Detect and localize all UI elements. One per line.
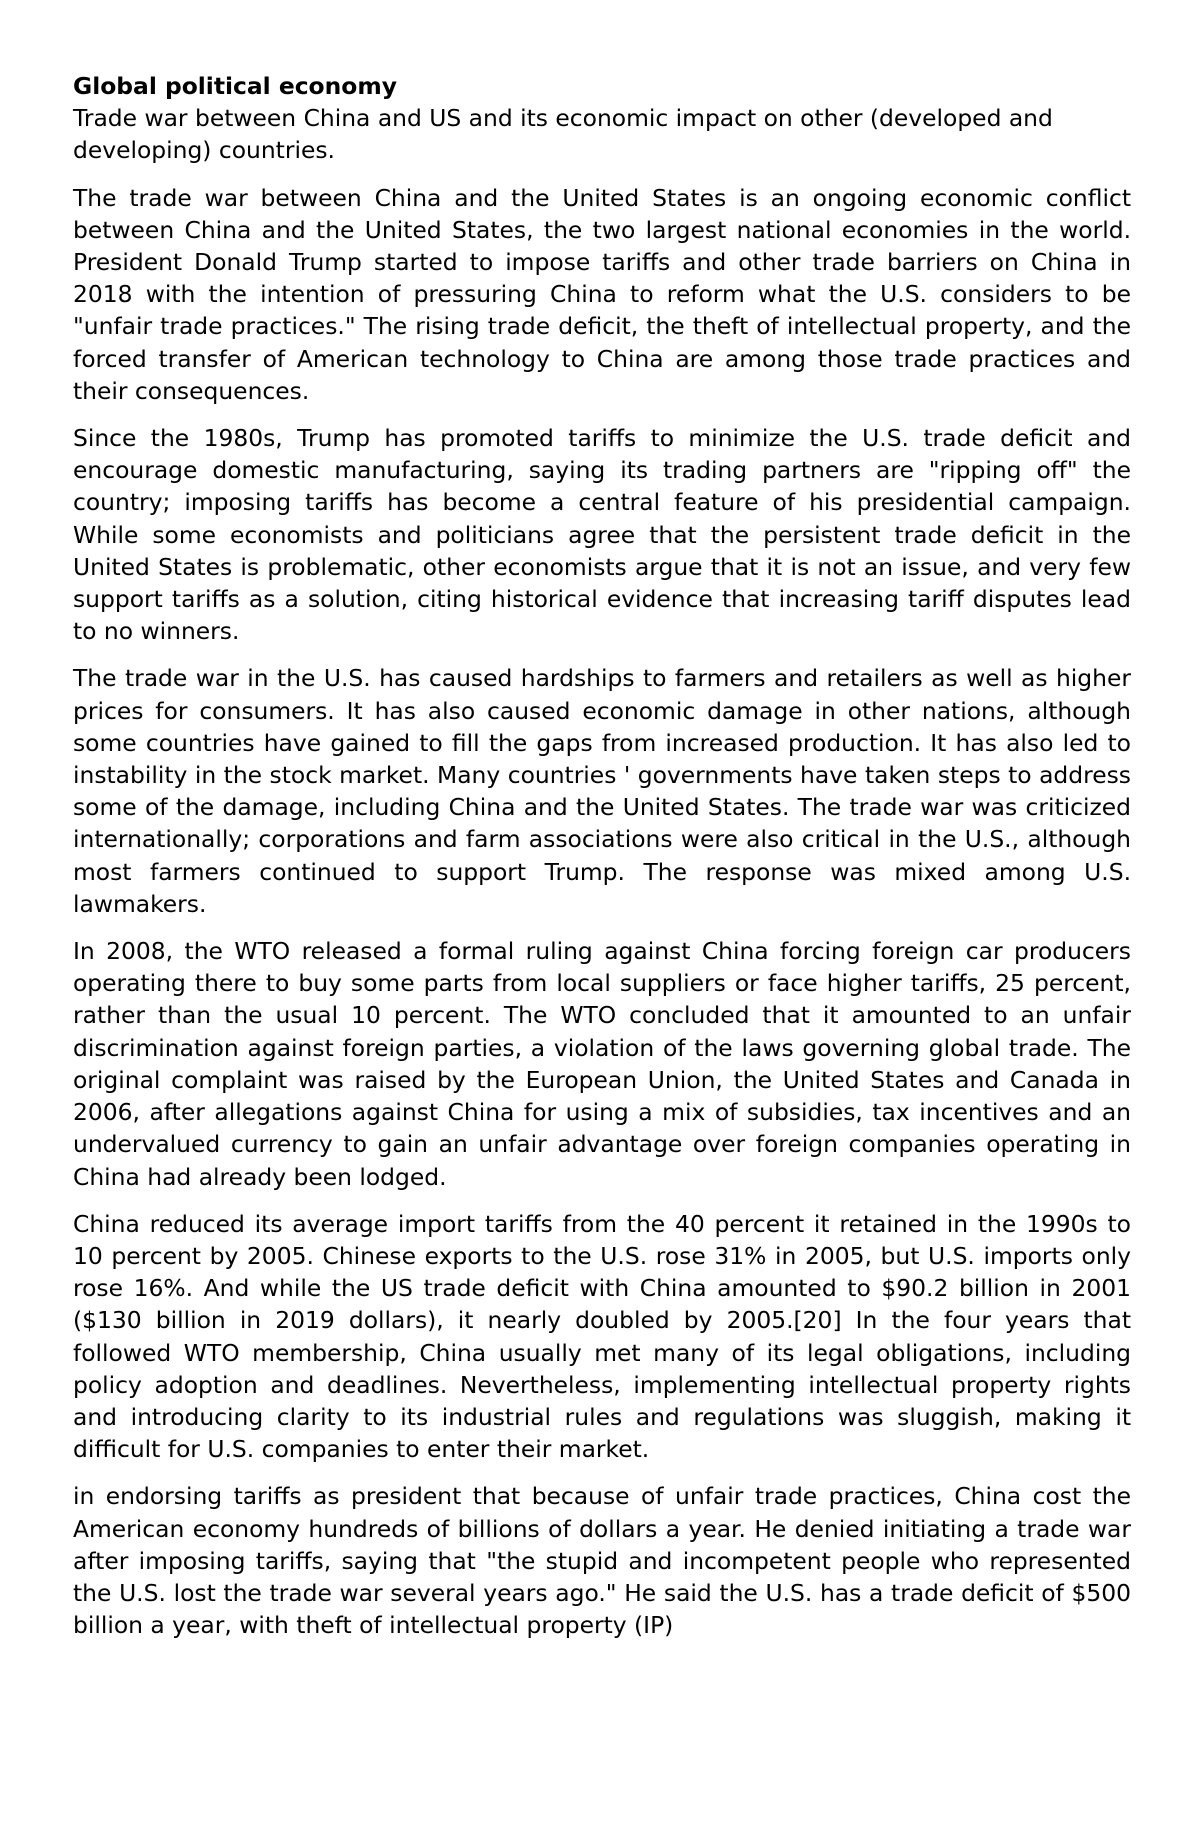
paragraph-china-tariff-reduction: China reduced its average import tariffs from the 40 percent it retained in the 1990s to 10 percent by 2005. Chinese exports to the U.S. rose 31% in 2005, but U.S. imports only rose 16%. And while the US trade deficit with China amounted to $90.2 billion in 2001 ($130 billion in 2019 dollars), it nearly doubled by 2005.[20] In the four years that followed WTO membership, China usually met many of its legal obligations, including policy adoption and deadlines. Nevertheless, implementing intellectual property rights and introducing clarity to its industrial rules and regulations was sluggish, making it difficult for U.S. companies to enter their market.	[73, 1209, 1131, 1464]
document-page	[73, 70, 1131, 1641]
paragraph-president-endorsing-tariffs: in endorsing tariffs as president that because of unfair trade practices, China cost the American economy hundreds of billions of dollars a year. He denied initiating a trade war after imposing tariffs, saying that "the stupid and incompetent people who represented the U.S. lost the trade war several years ago." He said the U.S. has a trade deficit of $500 billion a year, with theft of intellectual property (IP)	[73, 1482, 1131, 1640]
paragraph-wto-ruling: In 2008, the WTO released a formal ruling against China forcing foreign car producers operating there to buy some parts from local suppliers or face higher tariffs, 25 percent, rather than the usual 10 percent. The WTO concluded that it amounted to an unfair discrimination against foreign parties, a violation of the laws governing global trade. The original complaint was raised by the European Union, the United States and Canada in 2006, after allegations against China for using a mix of subsidies, tax incentives and an undervalued currency to gain an unfair advantage over foreign companies operating in China had already been lodged.	[73, 937, 1131, 1191]
paragraph-tariff-history: Since the 1980s, Trump has promoted tariffs to minimize the U.S. trade deficit and encourage domestic manufacturing, saying its trading partners are "ripping off" the country; imposing tariffs has become a central feature of his presidential campaign. While some economists and politicians agree that the persistent trade deficit in the United States is problematic, other economists argue that it is not an issue, and very few support tariffs as a solution, citing historical evidence that increasing tariff disputes lead to no winners.	[73, 424, 1131, 646]
document-heading: Global political economy	[73, 72, 397, 100]
paragraph-economic-effects: The trade war in the U.S. has caused hardships to farmers and retailers as well as higher prices for consumers. It has also caused economic damage in other nations, although some countries have gained to fill the gaps from increased production. It has also led to instability in the stock market. Many countries ' governments have taken steps to address some of the damage, including China and the United States. The trade war was criticized internationally; corporations and farm associations were also critical in the U.S., although most farmers continued to support Trump. The response was mixed among U.S. lawmakers.	[73, 664, 1131, 918]
document-subtitle: Trade war between China and US and its economic impact on other (developed and developing) countries.	[73, 104, 1053, 165]
paragraph-trade-war-overview: The trade war between China and the United States is an ongoing economic conflict between China and the United States, the two largest national economies in the world. President Donald Trump started to impose tariffs and other trade barriers on China in 2018 with the intention of pressuring China to reform what the U.S. considers to be "unfair trade practices." The rising trade deficit, the theft of intellectual property, and the forced transfer of American technology to China are among those trade practices and their consequences.	[73, 183, 1131, 405]
